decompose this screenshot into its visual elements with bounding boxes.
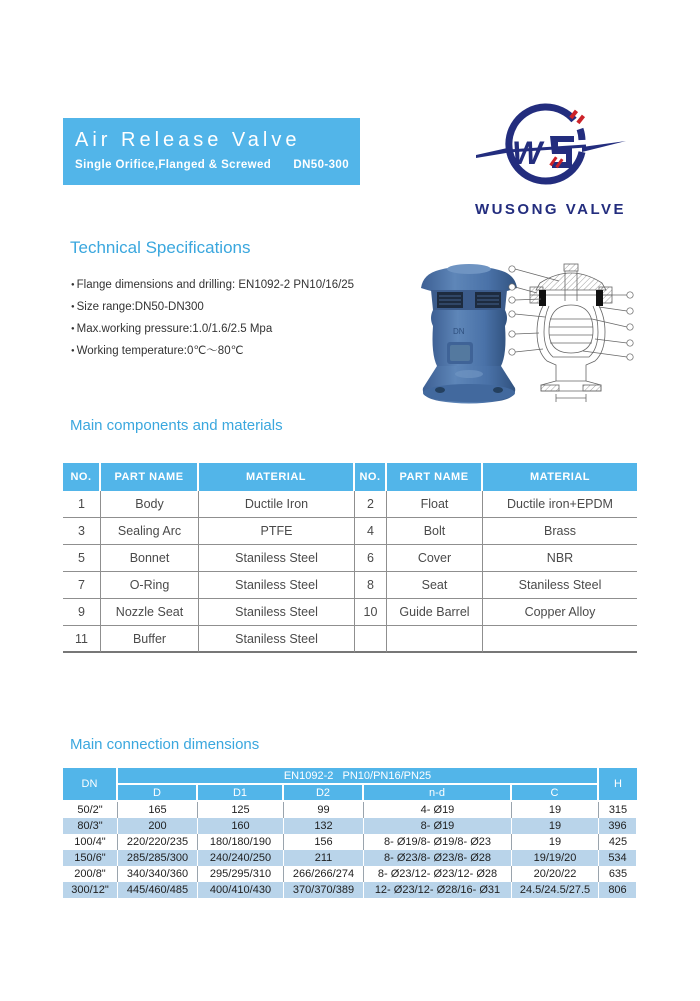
dimensions-sub-header: D (118, 785, 198, 802)
components-row (63, 545, 637, 572)
components-cell: Bolt (387, 518, 483, 545)
dimensions-row (63, 850, 637, 866)
components-cell: 6 (355, 545, 387, 572)
dimensions-cell: 370/370/389 (284, 882, 364, 898)
dimensions-cell: 211 (284, 850, 364, 866)
components-col-header: NO. (63, 463, 101, 491)
components-cell: Float (387, 491, 483, 518)
components-cell: 5 (63, 545, 101, 572)
dimensions-cell: 200 (118, 818, 198, 834)
tech-spec-item: ● Max.working pressure:1.0/1.6/2.5 Mpa (71, 318, 401, 340)
dimensions-cell: 806 (599, 882, 637, 898)
components-cell: PTFE (199, 518, 355, 545)
wusong-logo-icon (468, 98, 633, 194)
dimensions-sub-header: n-d (364, 785, 512, 802)
product-subtitle: Single Orifice,Flanged & Screwed (75, 159, 272, 171)
valve-cross-section-drawing (503, 257, 640, 403)
components-cell: Staniless Steel (199, 626, 355, 653)
dimensions-cell: 132 (284, 818, 364, 834)
dimensions-cell: 19 (512, 834, 599, 850)
dimensions-table (63, 768, 637, 898)
col-header-standard: EN1092-2 PN10/PN16/PN25 (118, 768, 599, 785)
components-cell: 3 (63, 518, 101, 545)
components-cell: Ductile Iron (199, 491, 355, 518)
dimensions-cell: 266/266/274 (284, 866, 364, 882)
components-col-header: PART NAME (387, 463, 483, 491)
components-cell: Brass (483, 518, 637, 545)
dimensions-cell: 4- Ø19 (364, 802, 512, 818)
dimensions-cell: 19 (512, 818, 599, 834)
components-cell: Nozzle Seat (101, 599, 199, 626)
dimensions-cell: 165 (118, 802, 198, 818)
dimensions-cell: 20/20/22 (512, 866, 599, 882)
dimensions-cell: 8- Ø19 (364, 818, 512, 834)
product-title: Air Release Valve (75, 129, 301, 151)
dimensions-cell: 315 (608, 804, 628, 816)
dimensions-cell: 396 (599, 818, 637, 834)
col-header-h: H (599, 768, 637, 802)
dimensions-cell: 50/2" (63, 802, 118, 818)
dimensions-header-row-1 (63, 768, 637, 785)
components-cell (483, 626, 637, 653)
tech-specs-list (71, 274, 401, 362)
components-cell: Ductile iron+EPDM (483, 491, 637, 518)
dimensions-row (63, 866, 637, 882)
tech-spec-item: ● Size range:DN50-DN300 (71, 296, 401, 318)
components-table-body (63, 491, 637, 653)
tech-spec-item: ● Working temperature:0℃～80℃ (71, 340, 401, 362)
svg-text:DN: DN (453, 327, 465, 336)
components-col-header: MATERIAL (483, 463, 637, 491)
components-row (63, 491, 637, 518)
dimensions-cell: 285/285/300 (118, 850, 198, 866)
components-cell: 11 (63, 626, 101, 653)
svg-text:W: W (512, 135, 543, 171)
company-name: WUSONG VALVE (474, 201, 627, 218)
components-row (63, 599, 637, 626)
dimensions-sub-header: C (512, 785, 599, 802)
dimensions-cell: 295/295/310 (198, 866, 284, 882)
components-cell: 8 (355, 572, 387, 599)
product-banner (63, 118, 360, 185)
dimensions-cell: 99 (284, 802, 364, 818)
components-cell: Copper Alloy (483, 599, 637, 626)
dimensions-row (63, 882, 637, 898)
dimensions-cell: 80/3" (63, 818, 118, 834)
components-cell: Staniless Steel (483, 572, 637, 599)
components-row (63, 572, 637, 599)
tech-specs-heading: Technical Specifications (70, 238, 251, 257)
dimensions-cell: 156 (284, 834, 364, 850)
dimensions-row (63, 802, 637, 818)
dimensions-row (63, 818, 637, 834)
components-cell: 9 (63, 599, 101, 626)
dimensions-cell: 24.5/24.5/27.5 (512, 882, 599, 898)
components-cell: Bonnet (101, 545, 199, 572)
components-cell: 7 (63, 572, 101, 599)
dimensions-header-row-2 (63, 785, 637, 802)
dimensions-cell: 425 (608, 836, 628, 848)
dimensions-cell: 125 (198, 802, 284, 818)
dimensions-cell: 8- Ø23/8- Ø23/8- Ø28 (364, 850, 512, 866)
dimensions-cell: 150/6" (63, 850, 118, 866)
components-cell: Staniless Steel (199, 545, 355, 572)
components-cell: 4 (355, 518, 387, 545)
col-header-dn: DN (63, 768, 118, 802)
dimensions-cell: 200/8" (63, 866, 118, 882)
components-cell: Staniless Steel (199, 599, 355, 626)
dimensions-cell: 19 (512, 802, 599, 818)
dimensions-cell: 400/410/430 (198, 882, 284, 898)
components-cell: 10 (355, 599, 387, 626)
components-table (63, 463, 637, 653)
components-cell: 1 (63, 491, 101, 518)
components-cell: NBR (483, 545, 637, 572)
dimensions-sub-header: D2 (284, 785, 364, 802)
dimensions-cell: 180/180/190 (198, 834, 284, 850)
components-heading: Main components and materials (70, 417, 283, 434)
components-cell: Guide Barrel (387, 599, 483, 626)
dimensions-row (63, 834, 637, 850)
components-cell: Seat (387, 572, 483, 599)
components-cell: Buffer (101, 626, 199, 653)
dimensions-cell: 445/460/485 (118, 882, 198, 898)
product-size-range: DN50-300 (293, 159, 349, 171)
dimensions-sub-header: D1 (198, 785, 284, 802)
components-col-header: PART NAME (101, 463, 199, 491)
components-cell (387, 626, 483, 653)
dimensions-cell: 340/340/360 (118, 866, 198, 882)
dimensions-cell: 8- Ø19/8- Ø19/8- Ø23 (364, 834, 512, 850)
components-header-row (63, 463, 637, 491)
components-cell: Staniless Steel (199, 572, 355, 599)
dimensions-heading: Main connection dimensions (70, 736, 260, 753)
dimensions-table-body (63, 802, 637, 898)
components-row (63, 626, 637, 653)
dimensions-cell: 300/12" (63, 882, 118, 898)
components-cell: Body (101, 491, 199, 518)
components-row (63, 518, 637, 545)
components-col-header: MATERIAL (199, 463, 355, 491)
tech-spec-item: ● Flange dimensions and drilling: EN1092-2 PN10/16/25 (71, 274, 401, 296)
dimensions-cell: 12- Ø23/12- Ø28/16- Ø31 (364, 882, 512, 898)
components-cell: 2 (355, 491, 387, 518)
dimensions-cell: 19/19/20 (512, 850, 599, 866)
dimensions-cell: 240/240/250 (198, 850, 284, 866)
dimensions-cell: 8- Ø23/12- Ø23/12- Ø28 (364, 866, 512, 882)
components-col-header: NO. (355, 463, 387, 491)
components-cell (355, 626, 387, 653)
company-logo (468, 98, 633, 216)
dimensions-cell: 100/4" (63, 834, 118, 850)
dimensions-cell: 534 (599, 850, 637, 866)
components-cell: O-Ring (101, 572, 199, 599)
dimensions-cell: 220/220/235 (118, 834, 198, 850)
dimensions-cell: 160 (198, 818, 284, 834)
dimensions-cell: 635 (608, 868, 628, 880)
components-cell: Sealing Arc (101, 518, 199, 545)
components-cell: Cover (387, 545, 483, 572)
